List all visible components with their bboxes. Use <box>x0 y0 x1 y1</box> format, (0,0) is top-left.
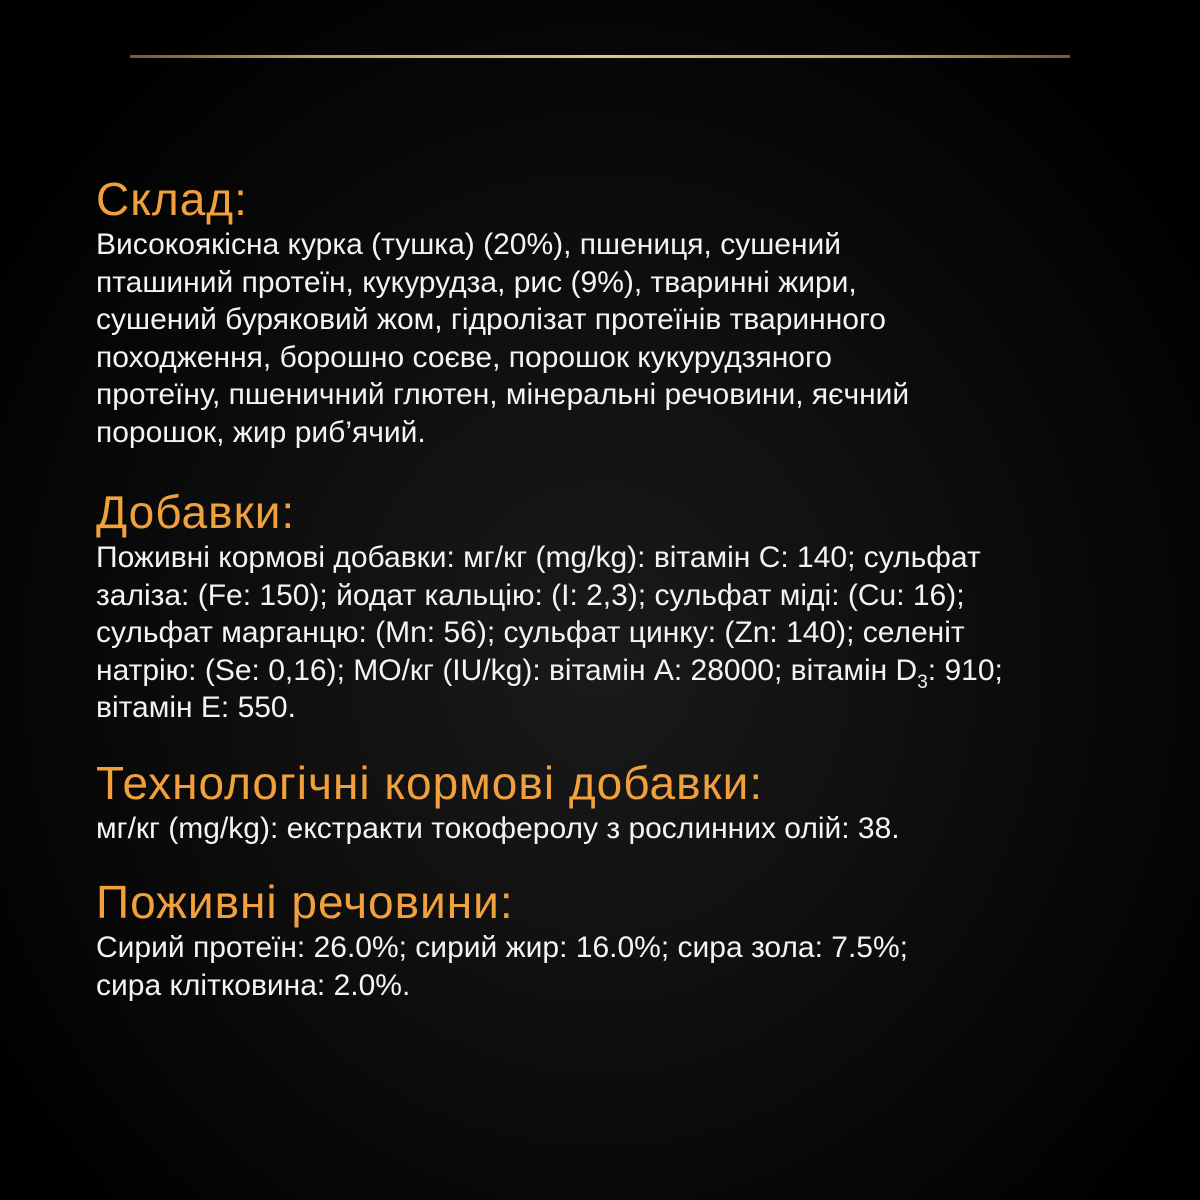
composition-heading: Склад: <box>96 173 248 225</box>
additives-line: Поживні кормові добавки: мг/кг (mg/kg): вітамін С: 140; сульфат <box>96 541 981 574</box>
composition-line: протеїну, пшеничний глютен, мінеральні речовини, яєчний <box>96 378 910 411</box>
label-content <box>96 172 1156 1004</box>
composition-section <box>96 172 1156 451</box>
vitamin-d-subscript: 3 <box>917 671 928 693</box>
additives-heading: Добавки: <box>96 486 296 538</box>
tech-additives-section <box>96 756 1156 848</box>
composition-line: сушений буряковий жом, гідролізат протеїнів тваринного <box>96 303 886 336</box>
additives-line: заліза: (Fe: 150); йодат кальцію: (I: 2,3); сульфат міді: (Cu: 16); <box>96 578 965 612</box>
additives-line <box>96 652 1156 693</box>
composition-text <box>96 226 1156 451</box>
additives-section <box>96 485 1156 727</box>
composition-line: Високоякісна курка (тушка) (20%), пшениця, сушений <box>96 228 842 261</box>
gold-divider <box>130 55 1070 58</box>
composition-line: порошок, жир риб’ячий. <box>96 415 426 449</box>
additives-line-tail: : 910; <box>927 653 1003 687</box>
additives-line-main: натрію: (Se: 0,16); МО/кг (IU/kg): вітамін А: 28000; вітамін D <box>96 653 918 687</box>
composition-line: походження, борошно соєве, порошок кукурудзяного <box>96 340 832 374</box>
tech-additives-line: мг/кг (mg/kg): екстракти токоферолу з рослинних олій: 38. <box>96 811 900 845</box>
additives-line: вітамін Е: 550. <box>96 691 296 724</box>
additives-line: сульфат марганцю: (Mn: 56); сульфат цинку: (Zn: 140); селеніт <box>96 616 965 649</box>
tech-additives-heading: Технологічні кормові добавки: <box>96 756 764 809</box>
nutrients-section <box>96 875 1156 1004</box>
nutrients-text <box>96 929 1156 1004</box>
composition-line: пташиний протеїн, кукурудза, рис (9%), тваринні жири, <box>96 265 857 299</box>
nutrients-line: Сирий протеїн: 26.0%; сирий жир: 16.0%; сира зола: 7.5%; <box>96 931 908 964</box>
additives-text <box>96 539 1156 727</box>
tech-additives-text <box>96 810 1156 848</box>
nutrients-line: сира клітковина: 2.0%. <box>96 968 411 1002</box>
nutrients-heading: Поживні речовини: <box>96 876 514 928</box>
